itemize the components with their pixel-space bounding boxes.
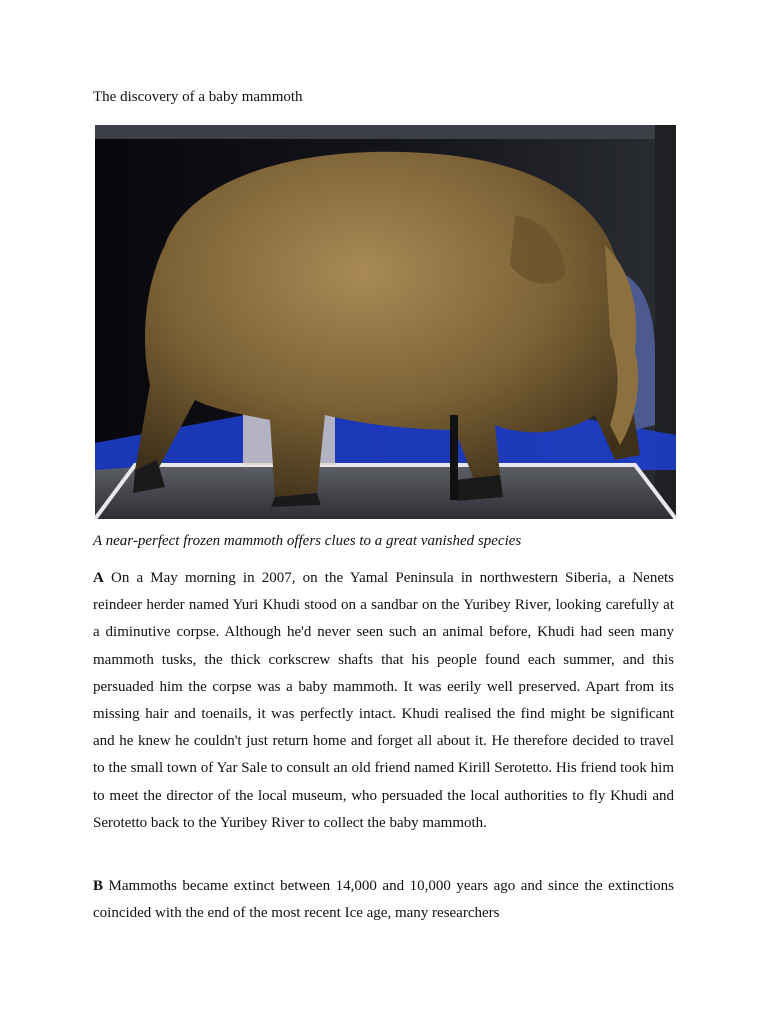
case-top-frame (95, 125, 676, 139)
photo-caption: A near-perfect frozen mammoth offers clues to a great vanished species (93, 533, 522, 549)
paragraph-letter: A (93, 570, 104, 586)
mammoth-illustration (95, 125, 676, 519)
paragraph-text: On a May morning in 2007, on the Yamal Peninsula in northwestern Siberia, a Nenets reindeer herder named Yuri Khudi stood on a sandbar on the Yuribey River, looking carefully at a diminutive corpse. Although he'd never seen such an animal before, Khudi had seen many mammoth tusks, the thick corkscrew shafts that his people found each summer, and this persuaded him the corpse was a baby mammoth. It was eerily well preserved. Apart from its missing hair and toenails, it was perfectly intact. Khudi realised the find might be significant and he knew he couldn't just return home and forget all about it. He therefore decided to travel to the small town of Yar Sale to consult an old friend named Kirill Serotetto. His friend took him to meet the director of the local museum, who persuaded the local authorities to fly Khudi and Serotetto back to the Yuribey River to collect the baby mammoth. (93, 570, 674, 831)
support-post (450, 415, 458, 500)
paragraph-letter: B (93, 878, 104, 894)
mammoth-photo (95, 125, 676, 519)
display-platform (95, 465, 676, 519)
paragraph-a (93, 565, 674, 837)
paragraph-b (93, 873, 674, 927)
paragraph-text: Mammoths became extinct between 14,000 and 10,000 years ago and since the extinctions coincided with the end of the most recent Ice age, many researchers (93, 878, 674, 922)
document-title: The discovery of a baby mammoth (93, 89, 303, 105)
